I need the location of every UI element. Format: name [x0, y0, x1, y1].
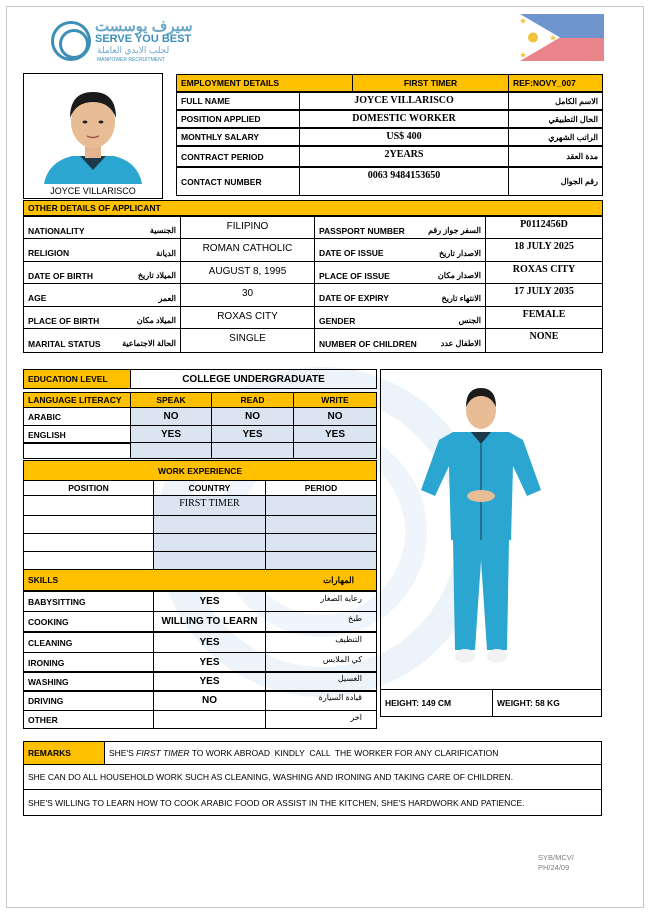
other-detail-label [23, 261, 181, 284]
remarks-line-1 [104, 741, 602, 765]
work-experience-cell [23, 515, 154, 534]
other-details-header: OTHER DETAILS OF APPLICANT [23, 200, 603, 216]
work-experience-cell [153, 551, 266, 570]
skill-value [153, 710, 266, 729]
work-experience-header-cell: COUNTRY [153, 480, 266, 496]
language-skill-value: NO [211, 407, 294, 426]
work-experience-cell [265, 495, 377, 516]
language-skill-value: NO [130, 407, 212, 426]
other-detail-value: P0112456D [485, 216, 603, 239]
education-level-value: COLLEGE UNDERGRADUATE [130, 369, 377, 389]
detail-label-en: NUMBER OF CHILDREN [319, 338, 417, 349]
employment-label: CONTACT NUMBER [176, 167, 300, 196]
other-detail-value: 30 [180, 283, 315, 307]
skill-name: IRONING [23, 652, 154, 673]
remarks-label: REMARKS [23, 741, 105, 765]
detail-label-ar: الميلاد مكان [136, 316, 176, 325]
skill-value: YES [153, 652, 266, 673]
skill-name: OTHER [23, 710, 154, 729]
employment-arabic-label: مدة العقد [508, 146, 603, 167]
other-detail-value: SINGLE [180, 328, 315, 353]
skill-value: YES [153, 632, 266, 653]
detail-label-en: DATE OF EXPIRY [319, 293, 389, 303]
footer-line-2: PH/24/09 [538, 863, 570, 872]
detail-label-ar: الجنس [458, 316, 481, 325]
detail-label-en: NATIONALITY [28, 225, 85, 236]
detail-label-en: PLACE OF BIRTH [28, 315, 100, 326]
language-skill-value: YES [130, 425, 212, 444]
work-experience-cell [265, 515, 377, 534]
detail-label-ar: السفر جواز رقم [428, 226, 481, 235]
employment-value: 2YEARS [299, 146, 509, 167]
logo-arabic-sub: لجلب الايدي العاملة [97, 45, 170, 55]
other-detail-label [23, 238, 181, 262]
employment-label: MONTHLY SALARY [176, 128, 300, 146]
other-detail-value: ROMAN CATHOLIC [180, 238, 315, 262]
skill-value: YES [153, 591, 266, 612]
other-detail-label [23, 216, 181, 239]
employment-arabic-label: الراتب الشهري [508, 128, 603, 146]
employment-value: DOMESTIC WORKER [299, 110, 509, 128]
logo-arabic: سيرف يوسست [95, 18, 193, 35]
remarks-text-a: SHE'S [109, 748, 137, 758]
employment-details-header: EMPLOYMENT DETAILS [176, 74, 353, 92]
education-level-label: EDUCATION LEVEL [23, 369, 131, 389]
skill-value: WILLING TO LEARN [153, 611, 266, 632]
detail-label-ar: الديانة [155, 248, 176, 258]
language-header-cell: READ [211, 392, 294, 408]
other-detail-value: ROXAS CITY [485, 261, 603, 284]
work-experience-cell [23, 533, 154, 552]
language-skill-value [211, 442, 294, 459]
skill-name: WASHING [23, 671, 154, 692]
employment-value: US$ 400 [299, 128, 509, 146]
detail-label-en: GENDER [319, 315, 356, 326]
other-detail-value: ROXAS CITY [180, 306, 315, 329]
skill-name: BABYSITTING [23, 591, 154, 612]
skill-arabic-label: كي الملابس [265, 652, 377, 673]
work-experience-cell [265, 551, 377, 570]
employment-arabic-label: الحال التطبيقي [508, 110, 603, 128]
applicant-status-header: FIRST TIMER [352, 74, 509, 92]
full-body-photo-frame [380, 369, 602, 690]
work-experience-cell [23, 551, 154, 570]
remarks-line-3: SHE'S WILLING TO LEARN HOW TO COOK ARABIC FOOD OR ASSIST IN THE KITCHEN, SHE'S HARDWORK AND PATIENCE. [23, 789, 602, 816]
skill-arabic-label: طبخ [265, 611, 377, 632]
work-experience-header-cell: PERIOD [265, 480, 377, 496]
detail-label-ar: الحالة الاجتماعية [122, 339, 176, 348]
applicant-photo-frame [23, 73, 163, 199]
detail-label-ar: الاصدار تاريخ [438, 248, 481, 258]
other-detail-label [23, 328, 181, 353]
work-experience-header-cell: POSITION [23, 480, 154, 496]
detail-label-en: PLACE OF ISSUE [319, 270, 390, 281]
language-skill-value: YES [211, 425, 294, 444]
other-detail-label [314, 261, 486, 284]
language-header-cell: SPEAK [130, 392, 212, 408]
employment-label: FULL NAME [176, 92, 300, 110]
language-header-cell: WRITE [293, 392, 377, 408]
other-detail-value: 17 JULY 2035 [485, 283, 603, 307]
language-header-cell: LANGUAGE LITERACY [23, 392, 131, 408]
work-experience-header: WORK EXPERIENCE [23, 460, 377, 481]
other-detail-label [314, 283, 486, 307]
language-skill-value [293, 442, 377, 459]
skill-arabic-label: رعاية الصغار [265, 591, 377, 612]
other-detail-value: FILIPINO [180, 216, 315, 239]
skill-name: CLEANING [23, 632, 154, 653]
employment-label: POSITION APPLIED [176, 110, 300, 128]
work-experience-cell: FIRST TIMER [153, 495, 266, 516]
language-skill-value: YES [293, 425, 377, 444]
other-detail-value: 18 JULY 2025 [485, 238, 603, 262]
detail-label-en: MARITAL STATUS [28, 338, 101, 349]
employment-value: JOYCE VILLARISCO [299, 92, 509, 110]
other-detail-label [314, 328, 486, 353]
skill-arabic-label: قيادة السيارة [265, 690, 377, 711]
work-experience-cell [23, 495, 154, 516]
detail-label-ar: الاصدار مكان [437, 271, 481, 280]
language-name: ARABIC [23, 407, 131, 426]
other-detail-label [314, 216, 486, 239]
language-name: ENGLISH [23, 425, 131, 444]
remarks-emphasis: FIRST TIMER [136, 748, 190, 758]
detail-label-ar: العمر [158, 293, 176, 303]
skill-name: DRIVING [23, 690, 154, 711]
cv-page [6, 6, 644, 908]
work-experience-cell [153, 515, 266, 534]
reference-number: REF:NOVY_007 [508, 74, 603, 92]
employment-arabic-label: الاسم الكامل [508, 92, 603, 110]
skill-arabic-label: التنظيف [265, 632, 377, 653]
detail-label-en: RELIGION [28, 248, 70, 258]
skills-header [23, 569, 377, 591]
language-skill-value [130, 442, 212, 459]
other-detail-value: NONE [485, 328, 603, 353]
skill-arabic-label: اخر [265, 710, 377, 729]
remarks-line-2: SHE CAN DO ALL HOUSEHOLD WORK SUCH AS CLEANING, WASHING AND IRONING AND TAKING CARE OF CHILDREN. [23, 764, 602, 790]
other-detail-label [314, 238, 486, 262]
logo-english: SERVE YOU BEST [95, 33, 192, 45]
footer-code [538, 853, 574, 873]
applicant-headshot [24, 74, 162, 184]
other-detail-label [23, 283, 181, 307]
detail-label-ar: الاطفال عدد [440, 339, 481, 348]
footer-line-1: SYB/MCV/ [538, 853, 574, 862]
other-detail-value: AUGUST 8, 1995 [180, 261, 315, 284]
skill-value: NO [153, 690, 266, 711]
photo-caption: JOYCE VILLARISCO [50, 186, 136, 196]
language-name [23, 442, 131, 459]
other-detail-value: FEMALE [485, 306, 603, 329]
logo-emblem-icon [51, 21, 91, 61]
language-skill-value: NO [293, 407, 377, 426]
other-detail-label [314, 306, 486, 329]
philippines-flag-icon [520, 14, 604, 61]
detail-label-en: PASSPORT NUMBER [319, 225, 405, 236]
detail-label-en: AGE [28, 293, 47, 303]
weight-value: WEIGHT: 58 KG [492, 689, 602, 717]
detail-label-ar: الميلاد تاريخ [137, 271, 176, 280]
applicant-full-body-photo [381, 370, 601, 670]
skill-value: YES [153, 671, 266, 692]
logo-tagline: MANPOWER RECRUITMENT [97, 57, 165, 63]
detail-label-en: DATE OF BIRTH [28, 270, 94, 281]
skills-title-arabic: المهارات [323, 574, 354, 585]
work-experience-cell [153, 533, 266, 552]
employment-value: 0063 9484153650 [299, 167, 509, 196]
skills-title: SKILLS [28, 575, 59, 585]
detail-label-en: DATE OF ISSUE [319, 248, 384, 258]
skill-arabic-label: الغسيل [265, 671, 377, 692]
remarks-text-b: TO WORK ABROAD KINDLY CALL THE WORKER FOR ANY CLARIFICATION [189, 748, 499, 758]
skill-name: COOKING [23, 611, 154, 632]
employment-label: CONTRACT PERIOD [176, 146, 300, 167]
height-value: HEIGHT: 149 CM [380, 689, 493, 717]
work-experience-cell [265, 533, 377, 552]
detail-label-ar: الانتهاء تاريخ [441, 293, 481, 303]
other-detail-label [23, 306, 181, 329]
employment-arabic-label: رقم الجوال [508, 167, 603, 196]
detail-label-ar: الجنسية [149, 226, 176, 235]
